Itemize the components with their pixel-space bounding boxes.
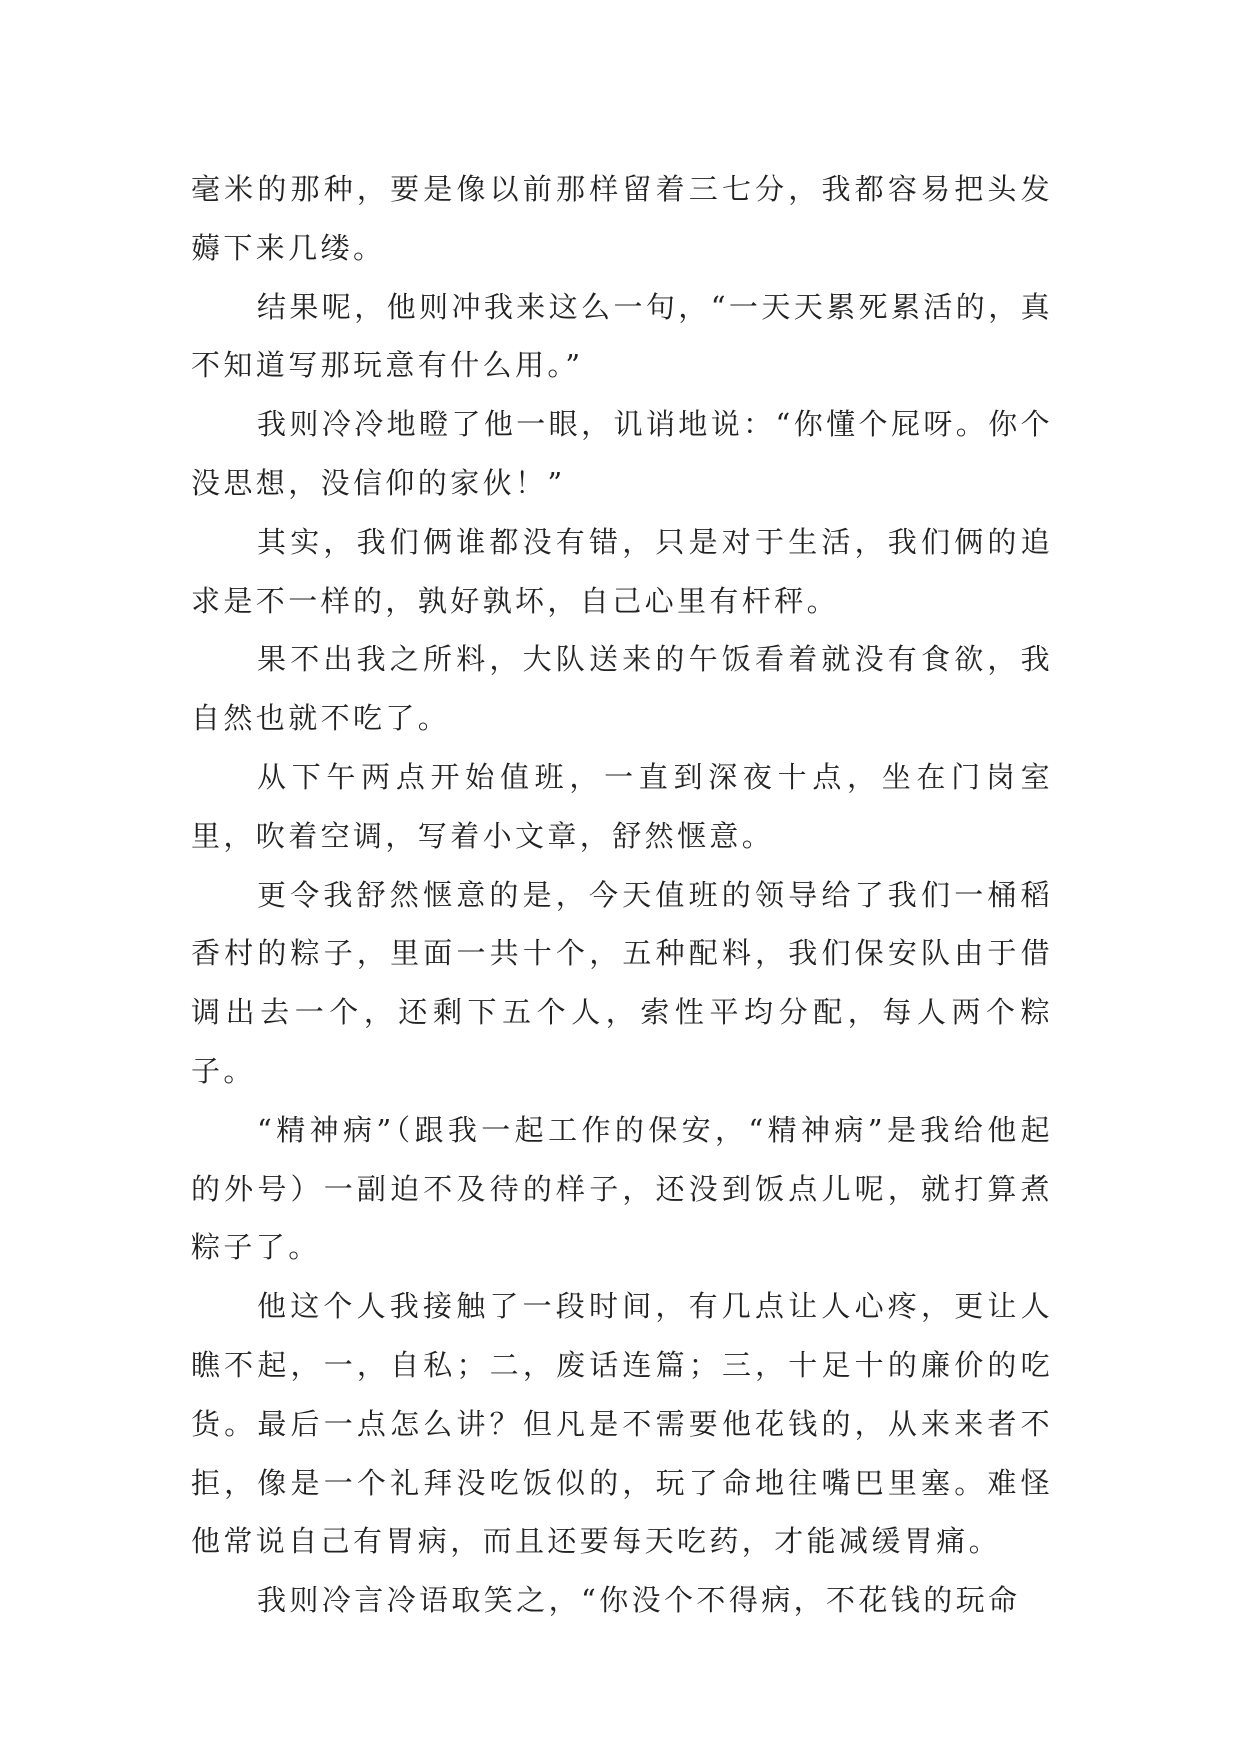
paragraph: 从下午两点开始值班，一直到深夜十点，坐在门岗室里，吹着空调，写着小文章，舒然惬意。 [191, 759, 1053, 853]
paragraph: 结果呢，他则冲我来这么一句，“一天天累死累活的，真不知道写那玩意有什么用。” [191, 289, 1053, 383]
paragraph-truncated: 我则冷言冷语取笑之，“你没个不得病，不花钱的玩命 [257, 1583, 1021, 1618]
paragraph: 果不出我之所料，大队送来的午饭看着就没有食欲，我自然也就不吃了。 [191, 642, 1053, 736]
paragraph: 他这个人我接触了一段时间，有几点让人心疼，更让人瞧不起，一，自私；二，废话连篇；三，十足十的廉价的吃货。最后一点怎么讲？但凡是不需要他花钱的，从来来者不拒，像是一个礼拜没吃饭似的，玩了命地往嘴巴里塞。难怪他常说自己有胃病，而且还要每天吃药，才能减缓胃痛。 [191, 1289, 1053, 1559]
paragraph: 我则冷冷地瞪了他一眼，讥诮地说：“你懂个屁呀。你个没思想，没信仰的家伙！” [191, 407, 1053, 500]
paragraph: 其实，我们俩谁都没有错，只是对于生活，我们俩的追求是不一样的，孰好孰坏，自己心里有杆秤。 [191, 524, 1053, 618]
paragraph: 更令我舒然惬意的是，今天值班的领导给了我们一桶稻香村的粽子，里面一共十个，五种配料，我们保安队由于借调出去一个，还剩下五个人，索性平均分配，每人两个粽子。 [191, 877, 1053, 1088]
paragraph-continued: 毫米的那种，要是像以前那样留着三七分，我都容易把头发薅下来几缕。 [191, 172, 1053, 265]
body-text [191, 160, 1053, 1630]
paragraph: “精神病”（跟我一起工作的保安，“精神病”是我给他起的外号）一副迫不及待的样子，还没到饭点儿呢，就打算煮粽子了。 [191, 1112, 1053, 1265]
